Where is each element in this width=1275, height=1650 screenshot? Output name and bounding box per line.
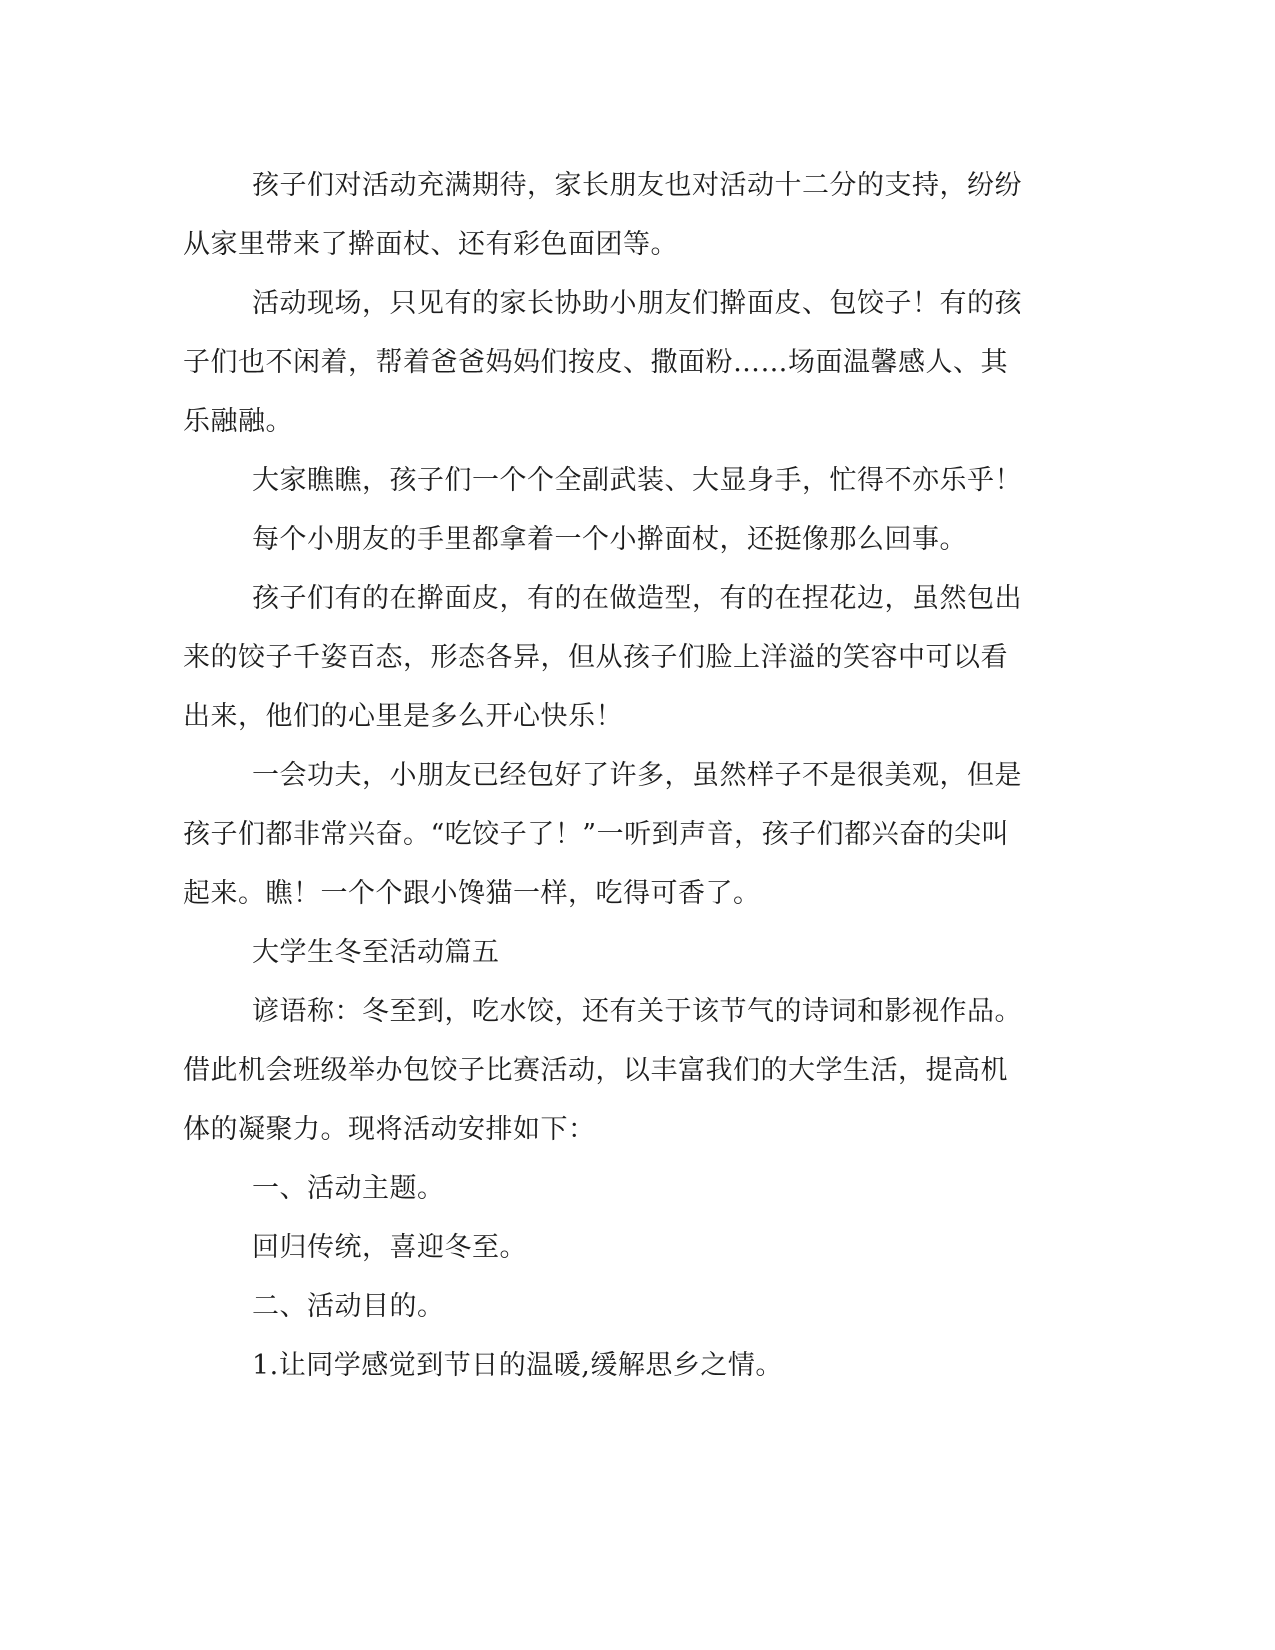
text-line: 每个小朋友的手里都拿着一个小擀面杖，还挺像那么回事。 <box>252 524 967 555</box>
text-line: 回归传统，喜迎冬至。 <box>252 1232 527 1263</box>
paragraph <box>183 569 1275 746</box>
paragraph <box>183 510 1275 569</box>
text-line: 借此机会班级举办包饺子比赛活动，以丰富我们的大学生活，提高机 <box>183 1055 1008 1086</box>
paragraph <box>183 746 1275 923</box>
paragraph <box>183 923 1275 982</box>
document-body <box>183 156 1275 1395</box>
paragraph <box>183 982 1275 1159</box>
text-line: 孩子们对活动充满期待，家长朋友也对活动十二分的支持，纷纷 <box>252 170 1022 201</box>
text-line: 子们也不闲着，帮着爸爸妈妈们按皮、撒面粉……场面温馨感人、其 <box>183 347 1008 378</box>
text-line: 乐融融。 <box>183 406 293 437</box>
text-line: 一、活动主题。 <box>252 1173 445 1204</box>
paragraph <box>183 451 1275 510</box>
text-line: 大学生冬至活动篇五 <box>252 937 500 968</box>
paragraph <box>183 1218 1275 1277</box>
text-line: 孩子们有的在擀面皮，有的在做造型，有的在捏花边，虽然包出 <box>252 583 1022 614</box>
text-line: 来的饺子千姿百态，形态各异，但从孩子们脸上洋溢的笑容中可以看 <box>183 642 1008 673</box>
paragraph <box>183 1277 1275 1336</box>
paragraph <box>183 1159 1275 1218</box>
text-line: 活动现场，只见有的家长协助小朋友们擀面皮、包饺子！有的孩 <box>252 288 1022 319</box>
text-line: 一会功夫，小朋友已经包好了许多，虽然样子不是很美观，但是 <box>252 760 1022 791</box>
text-line: 体的凝聚力。现将活动安排如下： <box>183 1114 596 1145</box>
text-line: 出来，他们的心里是多么开心快乐！ <box>183 701 623 732</box>
paragraph <box>183 1336 1275 1395</box>
text-line: 谚语称：冬至到，吃水饺，还有关于该节气的诗词和影视作品。 <box>252 996 1022 1027</box>
paragraph <box>183 156 1275 274</box>
text-line: 孩子们都非常兴奋。“吃饺子了！”一听到声音，孩子们都兴奋的尖叫 <box>183 819 1010 850</box>
text-line: 大家瞧瞧，孩子们一个个全副武装、大显身手，忙得不亦乐乎！ <box>252 465 1022 496</box>
text-line: 1.让同学感觉到节日的温暖,缓解思乡之情。 <box>252 1350 783 1381</box>
paragraph <box>183 274 1275 451</box>
text-line: 二、活动目的。 <box>252 1291 445 1322</box>
text-line: 起来。瞧！一个个跟小馋猫一样，吃得可香了。 <box>183 878 761 909</box>
text-line: 从家里带来了擀面杖、还有彩色面团等。 <box>183 229 678 260</box>
